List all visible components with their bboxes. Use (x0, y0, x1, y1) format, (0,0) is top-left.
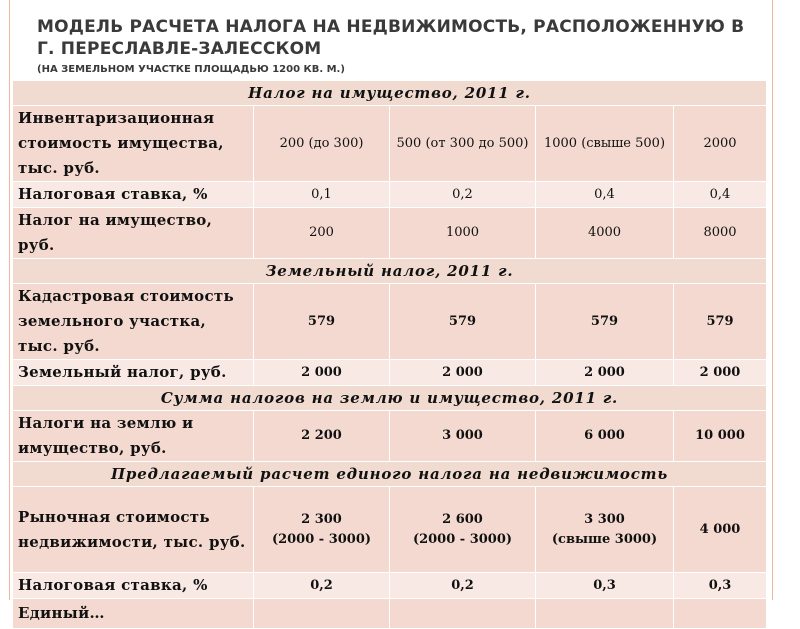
table-cell: 1000 (свыше 500) (536, 106, 674, 182)
table-cell (390, 599, 536, 629)
left-decor-line (9, 0, 10, 600)
table-cell: 579 (254, 284, 390, 360)
table-cell: 200 (254, 208, 390, 259)
table-cell: 2 000 (674, 360, 767, 386)
right-decor-line (772, 0, 773, 600)
row-label: Рыночная стоимость недвижимости, тыс. руб. (13, 487, 254, 573)
table-cell: 1000 (390, 208, 536, 259)
section-header-row (13, 81, 767, 106)
right-margin (776, 0, 800, 600)
row-label: Единый… (13, 599, 254, 629)
table-row (13, 573, 767, 599)
page-subtitle: (НА ЗЕМЕЛЬНОМ УЧАСТКЕ ПЛОЩАДЬЮ 1200 КВ. М.) (37, 64, 345, 75)
table-cell: 2 000 (536, 360, 674, 386)
table-cell: 0,2 (390, 573, 536, 599)
table-cell: 2 000 (390, 360, 536, 386)
table-row (13, 182, 767, 208)
row-label: Налоги на землю и имущество, руб. (13, 411, 254, 462)
section-header-row (13, 259, 767, 284)
table-cell: 3 000 (390, 411, 536, 462)
row-label: Налог на имущество, руб. (13, 208, 254, 259)
table-cell: 0,2 (390, 182, 536, 208)
table-cell: 8000 (674, 208, 767, 259)
table-cell: 4 000 (674, 487, 767, 573)
table-cell (674, 599, 767, 629)
table-row (13, 487, 767, 573)
table-cell: 0,4 (536, 182, 674, 208)
table-cell: 6 000 (536, 411, 674, 462)
page-title: МОДЕЛЬ РАСЧЕТА НАЛОГА НА НЕДВИЖИМОСТЬ, РАСПОЛОЖЕННУЮ В Г. ПЕРЕСЛАВЛЕ-ЗАЛЕССКОМ (37, 17, 745, 59)
table-cell: 2 600 (2000 - 3000) (390, 487, 536, 573)
table-cell: 579 (536, 284, 674, 360)
table-cell: 2 200 (254, 411, 390, 462)
table-cell: 0,1 (254, 182, 390, 208)
table-row (13, 106, 767, 182)
table-row (13, 599, 767, 629)
section-header: Земельный налог, 2011 г. (13, 259, 767, 284)
table-cell: 3 300 (свыше 3000) (536, 487, 674, 573)
table-cell: 579 (674, 284, 767, 360)
table-cell: 2 300 (2000 - 3000) (254, 487, 390, 573)
table-cell: 10 000 (674, 411, 767, 462)
table-cell: 4000 (536, 208, 674, 259)
row-label: Налоговая ставка, % (13, 573, 254, 599)
row-label: Земельный налог, руб. (13, 360, 254, 386)
table-cell: 0,2 (254, 573, 390, 599)
row-label: Инвентаризационная стоимость имущества, тыс. руб. (13, 106, 254, 182)
table-cell: 2 000 (254, 360, 390, 386)
table-cell: 0,3 (536, 573, 674, 599)
table-cell: 0,3 (674, 573, 767, 599)
table-cell (254, 599, 390, 629)
table-cell: 579 (390, 284, 536, 360)
table-cell: 0,4 (674, 182, 767, 208)
table-cell: 200 (до 300) (254, 106, 390, 182)
table-row (13, 208, 767, 259)
section-header: Налог на имущество, 2011 г. (13, 81, 767, 106)
table-cell (536, 599, 674, 629)
section-header: Сумма налогов на землю и имущество, 2011 г. (13, 386, 767, 411)
section-header-row (13, 462, 767, 487)
row-label: Кадастровая стоимость земельного участка, тыс. руб. (13, 284, 254, 360)
section-header-row (13, 386, 767, 411)
table-row (13, 411, 767, 462)
table-row (13, 360, 767, 386)
row-label: Налоговая ставка, % (13, 182, 254, 208)
table-cell: 500 (от 300 до 500) (390, 106, 536, 182)
table-row (13, 284, 767, 360)
section-header: Предлагаемый расчет единого налога на недвижимость (13, 462, 767, 487)
table-cell: 2000 (674, 106, 767, 182)
tax-table (12, 80, 767, 629)
